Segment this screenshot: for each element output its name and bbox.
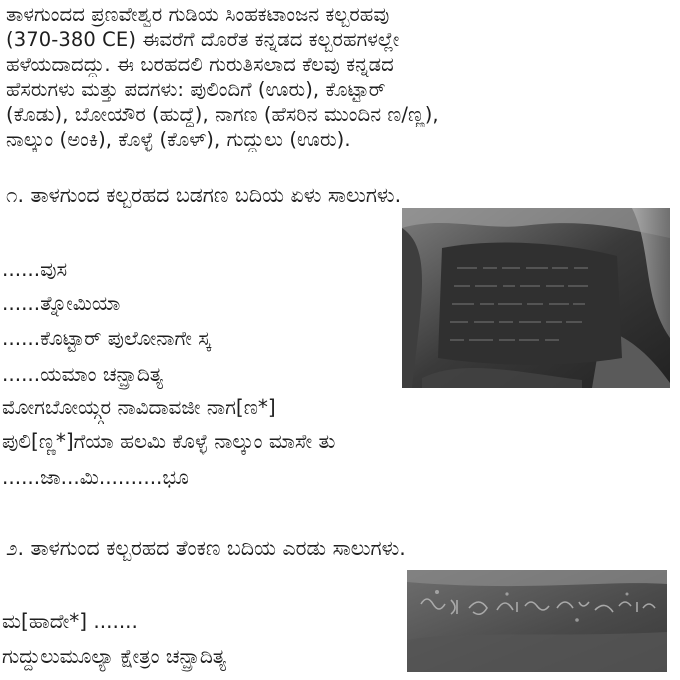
intro-line: (ಕೊಡು), ಬೋಯೌರ (ಹುದ್ದೆ), ನಾಗಣ (ಹೆಸರಿನ ಮುಂದಿನ ಣ/ಣ್ಣ),	[6, 103, 439, 126]
intro-line: ಹಳೆಯದಾದದ್ದು. ಈ ಬರಹದಲಿ ಗುರುತಿಸಲಾದ ಕೆಲವು ಕನ್ನಡದ	[6, 53, 394, 76]
inscription-photo-south	[407, 570, 667, 672]
section-2-heading: ೨. ತಾಳಗುಂದ ಕಲ್ಬರಹದ ತೆಂಕಣ ಬದಿಯ ಎರಡು ಸಾಲುಗಳು.	[6, 536, 406, 560]
section-1-heading: ೧. ತಾಳಗುಂದ ಕಲ್ಬರಹದ ಬಡಗಣ ಬದಿಯ ಏಳು ಸಾಲುಗಳು.	[6, 183, 402, 207]
inscription-line: ......ಕೊಟ್ಟಾರ್ ಪುಲೋನಾಗೇ ಸ್ಕ	[2, 326, 211, 350]
inscription-line: ......ಯಮಾಂ ಚನ್ಪ್ರಾದಿತ್ಯ	[2, 362, 164, 386]
inscription-line: ......ಜಾ...ಮಿ..........ಭೂ	[2, 465, 189, 489]
intro-line: ತಾಳಗುಂದದ ಪ್ರಣವೇಶ್ವರ ಗುಡಿಯ ಸಿಂಹಕಟಾಂಜನ ಕಲ್ಬರಹವು	[6, 3, 390, 26]
inscription-line: ......ವುಸ	[2, 257, 68, 281]
intro-line: (370-380 CE) ಈವರೆಗೆ ದೊರೆತ ಕನ್ನಡದ ಕಲ್ಬರಹಗಳಲ್ಲೇ	[6, 28, 400, 51]
intro-line: ನಾಲ್ಕುಂ (ಅಂಕಿ), ಕೊಳ್ಳೆ (ಕೊಳ್), ಗುದ್ದುಲು (ಊರು).	[6, 128, 351, 151]
inscription-line: ......ತ್ನೋಮಿಯಾ	[2, 291, 121, 315]
inscription-line: ಗುದ್ದುಲುಮೂಲ್ಯಾ ಕ್ಷೇತ್ರಂ ಚನ್ಪ್ರಾದಿತ್ಯ	[2, 644, 227, 668]
inscription-line: ಮ[ಹಾದೇ*] .......	[2, 609, 138, 633]
intro-paragraph	[6, 2, 676, 152]
inscription-line: ಮೋಗಬೋಯ್ಗ್ಗರ ನಾವಿದಾವಜೀ ನಾಗ[ಣ*]	[2, 395, 276, 419]
inscription-line: ಪುಲಿ[ಣ್ಣ*]ಗೆಯಾ ಹಲಮಿ ಕೊಳ್ಳೆ ನಾಲ್ಕುಂ ಮಾಸೇ ತು	[2, 429, 336, 453]
inscription-photo-north	[402, 208, 670, 388]
intro-line: ಹೆಸರುಗಳು ಮತ್ತು ಪದಗಳು: ಪುಲಿಂದಿಗೆ (ಊರು), ಕೊಟ್ಟಾರ್	[6, 78, 386, 101]
